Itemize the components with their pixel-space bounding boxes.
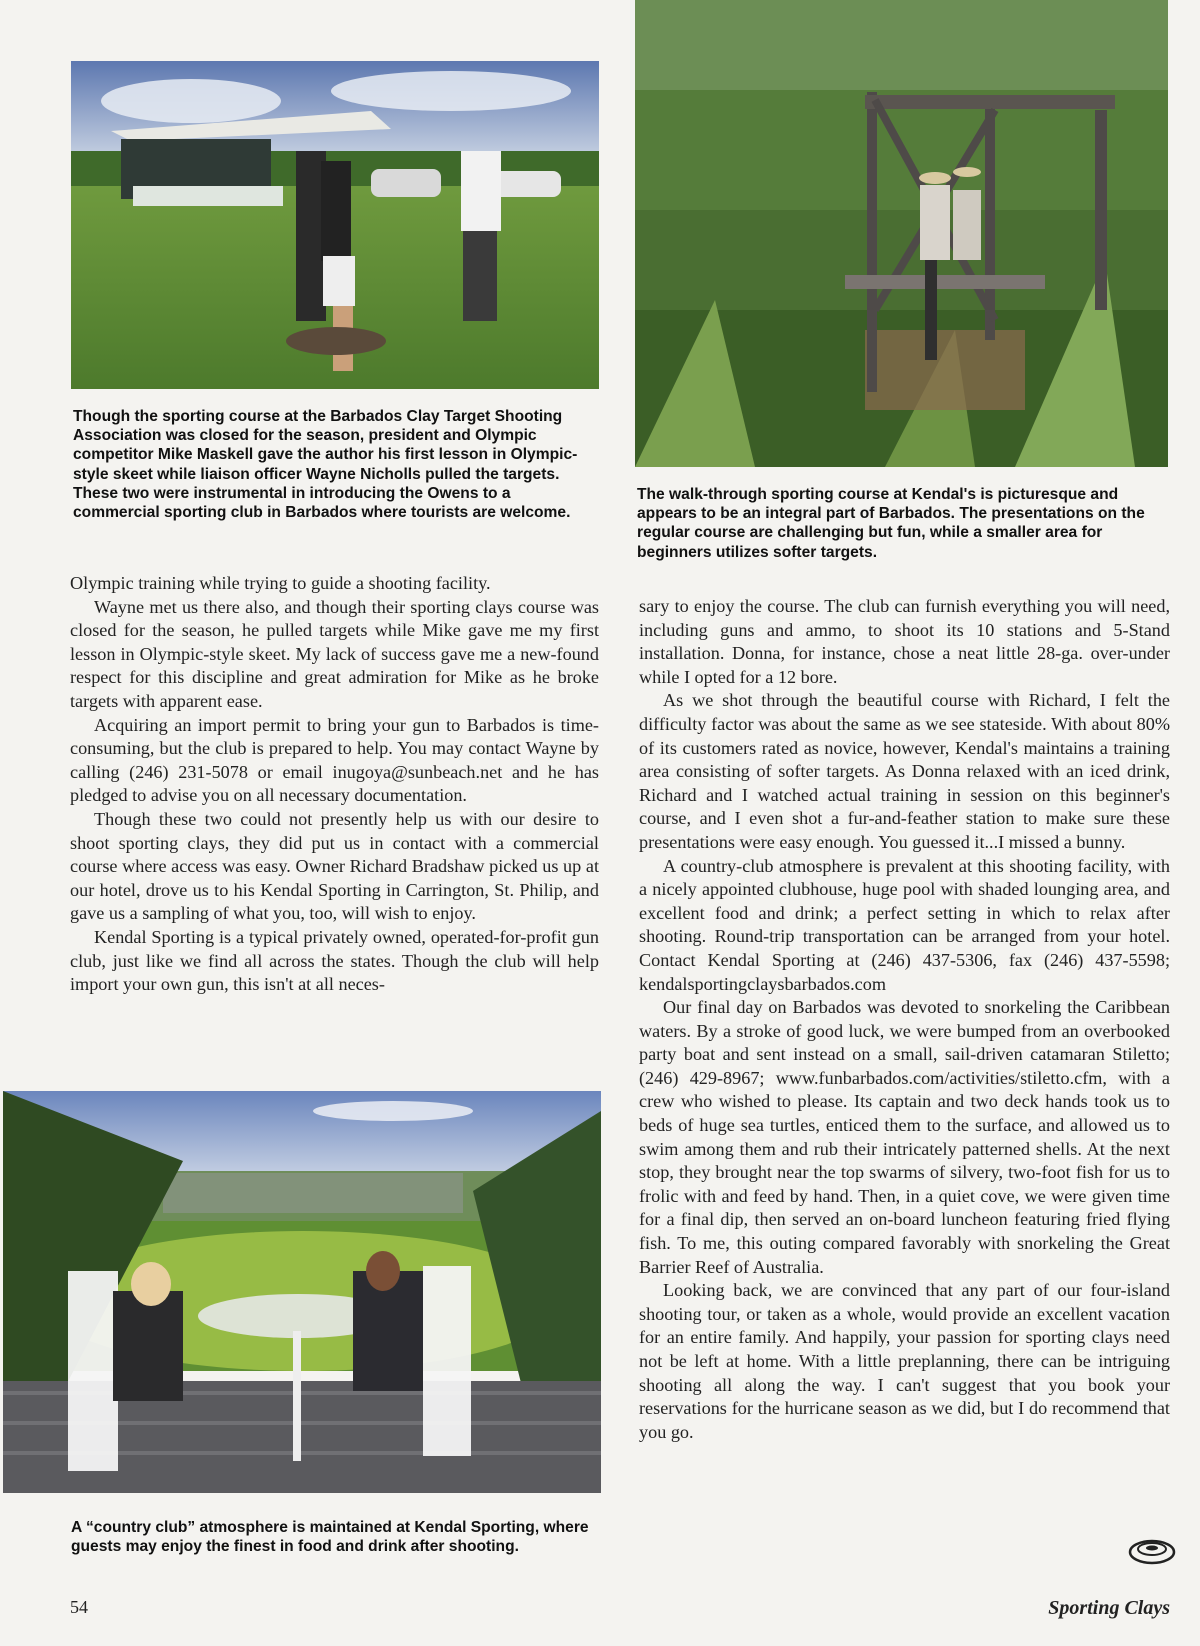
paragraph: Though these two could not presently help us with our desire to shoot sporting clays, they did put us in contact with a commercial course where access was easy. Owner Richard Bradshaw picked us up at our hotel, drove us to his Kendal Sporting in Carrington, St. Philip, and gave us a sampling of what you, too, will wish to enjoy. [70,808,599,924]
paragraph: Acquiring an import permit to bring your gun to Barbados is time-consuming, but the club is prepared to help. You may contact Wayne by calling (246) 231-5078 or email inugoya@sunbeach.net and he has pledged to advise you on all necessary documentation. [70,714,599,806]
photo-country-club [3,1091,601,1493]
paragraph: sary to enjoy the course. The club can furnish everything you will need, including guns and ammo, to shoot its 10 stations and 5-Stand installation. Donna, for instance, chose a neat little 28-ga. over-under while I opted for a 12 bore. [639,596,1170,687]
right-column-body [639,595,1170,1444]
paragraph: As we shot through the beautiful course with Richard, I felt the difficulty factor was about the same as we see stateside. With about 80% of its customers rated as novice, however, Kendal's maintains a training area consisting of softer targets. As Donna relaxed with an iced drink, Richard and I watched actual training in session on this beginner's course, and I even shot a fur-and-feather station to make sure these presentations were easy enough. You guessed it...I missed a bunny. [639,690,1170,852]
caption-skeet-lesson: Though the sporting course at the Barbados Clay Target Shooting Association was closed for the season, president and Olympic competitor Mike Maskell gave the author his first lesson in Olympic-style skeet while liaison officer Wayne Nicholls pulled the targets. These two were instrumental in introducing the Owens to a commercial sporting club in Barbados where tourists are welcome. [73,408,578,522]
photo-skeet-lesson [71,61,599,389]
paragraph: Wayne met us there also, and though their sporting clays course was closed for the season, he pulled targets while Mike gave me my first lesson in Olympic-style skeet. My lack of success gave me a new-found respect for this discipline and great admiration for Mike as he broke targets with apparent ease. [70,596,599,711]
paragraph: Our final day on Barbados was devoted to snorkeling the Caribbean waters. By a stroke of good luck, we were bumped from an overbooked party boat and sent instead on a small, sail-driven catamaran Stiletto; (246) 429-8967; www.funbarbados.com/activities/stiletto.cfm, with a crew who wished to please. Its captain and two deck hands took us to beds of huge sea turtles, enticed them to the surface, and allowed us to swim among them and rub their intricately patterned shells. At the next stop, they brought near the top swarms of silvery, two-foot fish for us to frolic with and feed by hand. Then, in a quiet cove, we were given time for a final dip, then served an on-board luncheon featuring fried flying fish. To me, this outing compared favorably with snorkeling the Great Barrier Reef of Australia. [639,997,1170,1277]
paragraph: Kendal Sporting is a typical privately owned, operated-for-profit gun club, just like we find all across the states. Though the club will help import your own gun, this isn't at all neces- [70,926,599,995]
paragraph: Olympic training while trying to guide a shooting facility. [70,573,491,593]
left-column-body [70,572,599,997]
magazine-name: Sporting Clays [1048,1597,1170,1619]
paragraph: Looking back, we are convinced that any part of our four-island shooting tour, or taken as a whole, would provide an excellent vacation for an entire family. And happily, your passion for sporting clays need not be left at home. With a little preplanning, there can be intriguing shooting all along the way. I can't suggest that you book your reservations for the hurricane season as we did, but I do recommend that you go. [639,1280,1170,1442]
paragraph: A country-club atmosphere is prevalent at this shooting facility, with a nicely appointed clubhouse, huge pool with shaded lounging area, and excellent food and drink; a perfect setting in which to relax after shooting. Round-trip transportation can be arranged from your hotel. Contact Kendal Sporting at (246) 437-5306, fax (246) 437-5598; kendalsportingclaysbarbados.com [639,855,1170,994]
page-number: 54 [70,1597,88,1617]
caption-country-club: A “country club” atmosphere is maintained at Kendal Sporting, where guests may enjoy the finest in food and drink after shooting. [71,1519,589,1556]
caption-walk-through-course: The walk-through sporting course at Kendal's is picturesque and appears to be an integral part of Barbados. The presentations on the regular course are challenging but fun, while a smaller area for beginners utilizes softer targets. [637,486,1145,561]
photo-walk-through-course [635,0,1168,467]
clay-target-icon [1128,1536,1176,1566]
